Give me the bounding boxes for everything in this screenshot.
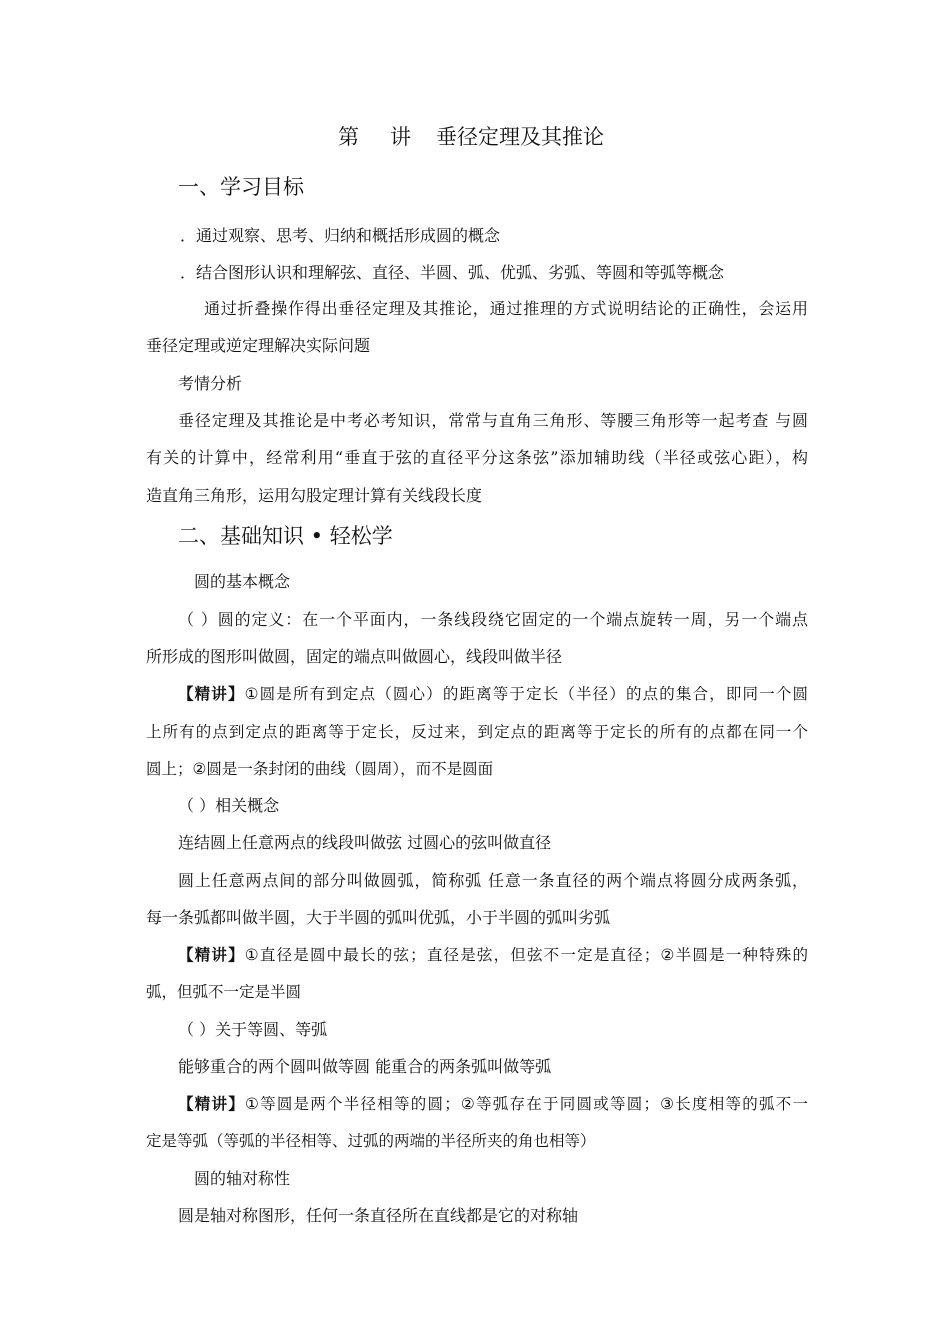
note3-line1 [178, 1094, 808, 1114]
equal-line1: 能够重合的两个圆叫做等圆 能重合的两条弧叫做等弧 [178, 1057, 552, 1076]
note1-line3: 圆上；②圆是一条封闭的曲线（圆周），而不是圆面 [146, 760, 494, 778]
analysis-heading: 考情分析 [178, 374, 243, 393]
note1-line1 [178, 684, 808, 704]
goal-3-line2: 垂径定理或逆定理解决实际问题 [146, 336, 371, 355]
title-part3: 垂径定理及其推论 [436, 125, 604, 149]
related-line3: 每一条弧都叫做半圆，大于半圆的弧叫优弧，小于半圆的弧叫劣弧 [146, 908, 611, 927]
note2-line1 [178, 945, 808, 965]
symmetry-line1: 圆是轴对称图形，任何一条直径所在直线都是它的对称轴 [178, 1206, 579, 1225]
note3-text: ①等圆是两个半径相等的圆；②等弧存在于同圆或等圆；③长度相等的弧不一 [244, 1095, 808, 1113]
note1-text: ①圆是所有到定点（圆心）的距离等于定长（半径）的点的集合，即同一个圆 [244, 685, 808, 703]
related-concepts-heading: （ ）相关概念 [178, 796, 280, 815]
section1-heading: 一、学习目标 [178, 175, 304, 199]
goal-1: ．通过观察、思考、归纳和概括形成圆的概念 [180, 226, 501, 245]
analysis-line3: 造直角三角形，运用勾股定理计算有关线段长度 [146, 486, 483, 505]
equal-circles-heading: （ ）关于等圆、等弧 [178, 1020, 328, 1039]
page-title [338, 124, 604, 150]
note2-text: ①直径是圆中最长的弦；直径是弦，但弦不一定是直径；②半圆是一种特殊的 [244, 946, 808, 964]
note1-label: 【精讲】 [178, 685, 245, 703]
title-part1: 第 [338, 125, 359, 149]
analysis-line1: 垂径定理及其推论是中考必考知识，常常与直角三角形、等腰三角形等一起考查 与圆 [178, 411, 808, 430]
goal-3-line1: 通过折叠操作得出垂径定理及其推论，通过推理的方式说明结论的正确性，会运用 [204, 299, 808, 318]
related-line2: 圆上任意两点间的部分叫做圆弧，简称弧 任意一条直径的两个端点将圆分成两条弧， [178, 871, 808, 890]
section2-heading: 二、基础知识 • 轻松学 [178, 524, 393, 548]
analysis-line2: 有关的计算中，经常利用“垂直于弦的直径平分这条弦”添加辅助线（半径或弦心距），构 [146, 448, 808, 467]
note3-line2: 定是等弧（等弧的半径相等、过弧的两端的半径所夹的角也相等） [146, 1132, 596, 1150]
title-part2: 讲 [390, 125, 411, 149]
note2-label: 【精讲】 [178, 946, 245, 964]
note2-line2: 弧，但弧不一定是半圆 [146, 983, 302, 1001]
note1-line2: 上所有的点到定点的距离等于定长，反过来，到定点的距离等于定长的所有的点都在同一个 [146, 723, 808, 741]
definition-line2: 所形成的图形叫做圆，固定的端点叫做圆心，线段叫做半径 [146, 647, 563, 666]
definition-line1: （ ）圆的定义：在一个平面内，一条线段绕它固定的一个端点旋转一周，另一个端点 [178, 610, 808, 629]
goal-2: ．结合图形认识和理解弦、直径、半圆、弧、优弧、劣弧、等圆和等弧等概念 [180, 263, 725, 282]
related-line1: 连结圆上任意两点的线段叫做弦 过圆心的弦叫做直径 [178, 833, 552, 852]
subsection-basic-concepts: 圆的基本概念 [194, 572, 291, 591]
subsection-axial-symmetry: 圆的轴对称性 [194, 1169, 291, 1188]
note3-label: 【精讲】 [178, 1095, 245, 1113]
